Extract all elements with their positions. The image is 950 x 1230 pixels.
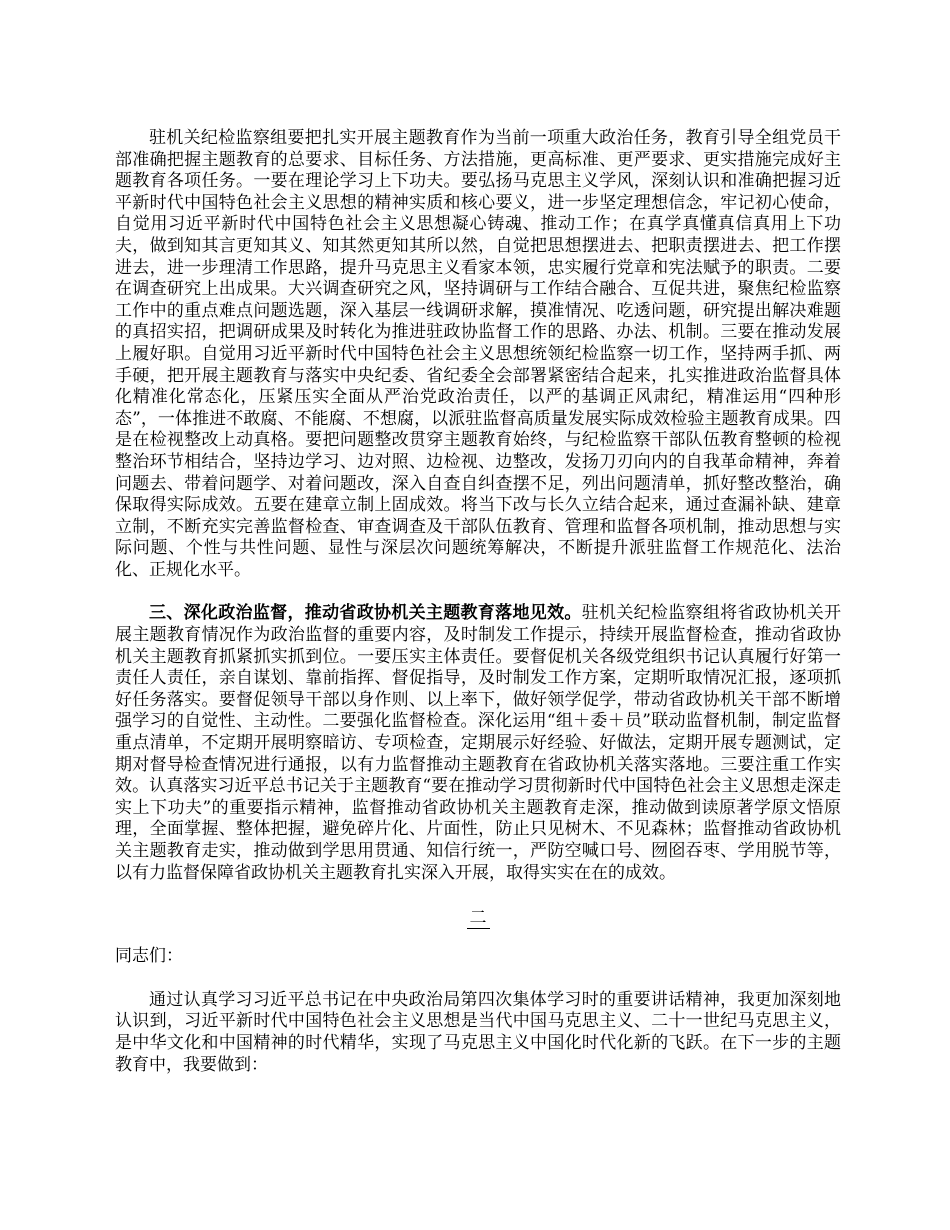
paragraph	[115, 603, 841, 884]
paragraph-heading: 三、深化政治监督，推动省政协机关主题教育落地见效。	[149, 603, 582, 624]
salutation: 同志们：	[115, 946, 183, 967]
document-body	[115, 128, 841, 1076]
section-number-text: 二	[467, 908, 490, 929]
paragraph: 驻机关纪检监察组要把扎实开展主题教育作为当前一项重大政治任务，教育引导全组党员干部准确把握主题教育的总要求、目标任务、方法措施，更高标准、更严要求、更实措施完成好主题教育各项任务。一要在理论学习上下功夫。要弘扬马克思主义学风，深刻认识和准确把握习近平新时代中国特色社会主义思想的精神实质和核心要义，进一步坚定理想信念，牢记初心使命，自觉用习近平新时代中国特色社会主义思想凝心铸魂、推动工作；在真学真懂真信真用上下功夫，做到知其言更知其义、知其然更知其所以然，自觉把思想摆进去、把职责摆进去、把工作摆进去，进一步理清工作思路，提升马克思主义看家本领，忠实履行党章和宪法赋予的职责。二要在调查研究上出成果。大兴调查研究之风，坚持调研与工作结合融合、互促共进，聚焦纪检监察工作中的重点难点问题选题，深入基层一线调研求解，摸准情况、吃透问题，研究提出解决难题的真招实招，把调研成果及时转化为推进驻政协监督工作的思路、办法、机制。三要在推动发展上履好职。自觉用习近平新时代中国特色社会主义思想统领纪检监察一切工作，坚持两手抓、两手硬，把开展主题教育与落实中央纪委、省纪委全会部署紧密结合起来，扎实推进政治监督具体化精准化常态化，压紧压实全面从严治党政治责任，以严的基调正风肃纪，精准运用“四种形态”，一体推进不敢腐、不能腐、不想腐，以派驻监督高质量发展实际成效检验主题教育成果。四是在检视整改上动真格。要把问题整改贯穿主题教育始终，与纪检监察干部队伍教育整顿的检视整治环节相结合，坚持边学习、边对照、边检视、边整改，发扬刀刃向内的自我革命精神，奔着问题去、带着问题学、对着问题改，深入自查自纠查摆不足，列出问题清单，抓好整改整治，确保取得实际成效。五要在建章立制上固成效。将当下改与长久立结合起来，通过查漏补缺、建章立制，不断充实完善监督检查、审查调查及干部队伍教育、管理和监督各项机制，推动思想与实际问题、个性与共性问题、显性与深层次问题统筹解决，不断提升派驻监督工作规范化、法治化、正规化水平。	[115, 128, 841, 580]
section-number	[115, 906, 841, 930]
paragraph: 通过认真学习习近平总书记在中央政治局第四次集体学习时的重要讲话精神，我更加深刻地认识到，习近平新时代中国特色社会主义思想是当代中国马克思主义、二十一世纪马克思主义，是中华文化和中国精神的时代精华，实现了马克思主义中国化时代化新的飞跃。在下一步的主题教育中，我要做到：	[115, 989, 841, 1075]
paragraph-text: 驻机关纪检监察组将省政协机关开展主题教育情况作为政治监督的重要内容，及时制发工作提示，持续开展监督检查，推动省政协机关主题教育抓紧抓实抓到位。一要压实主体责任。要督促机关各级党组织书记认真履行好第一责任人责任，亲自谋划、靠前指挥、督促指导，及时制发工作方案，定期听取情况汇报，逐项抓好任务落实。要督促领导干部以身作则、以上率下，做好领学促学，带动省政协机关干部不断增强学习的自觉性、主动性。二要强化监督检查。深化运用“组＋委＋员”联动监督机制，制定监督重点清单，不定期开展明察暗访、专项检查，定期展示好经验、好做法，定期开展专题测试，定期对督导检查情况进行通报，以有力监督推动主题教育在省政协机关落实落地。三要注重工作实效。认真落实习近平总书记关于主题教育“要在推动学习贯彻新时代中国特色社会主义思想走深走实上下功夫”的重要指示精神，监督推动省政协机关主题教育走深，推动做到读原著学原文悟原理，全面掌握、整体把握，避免碎片化、片面性，防止只见树木、不见森林；监督推动省政协机关主题教育走实，推动做到学思用贯通、知信行统一，严防空喊口号、囫囵吞枣、学用脱节等，以有力监督保障省政协机关主题教育扎实深入开展，取得实实在在的成效。	[115, 603, 842, 883]
